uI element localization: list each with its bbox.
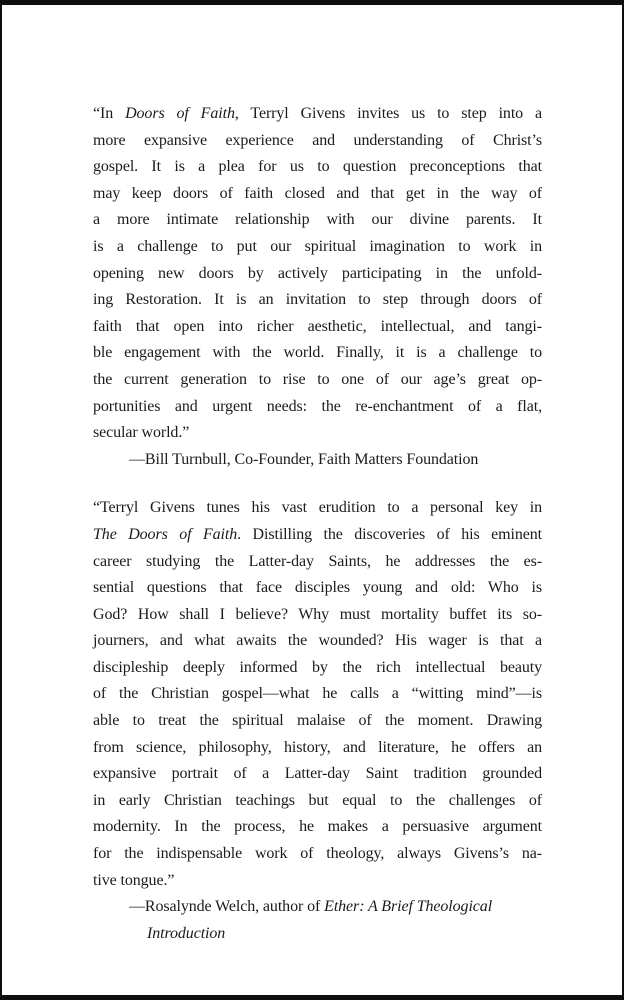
quote-line bbox=[93, 101, 542, 128]
quote-text-segment: , Terryl Givens invites us to step into a bbox=[234, 105, 542, 122]
quote-line bbox=[93, 602, 542, 629]
quote-text-segment: ble engagement with the world. Finally, it is a challenge to bbox=[93, 344, 542, 362]
quote-line bbox=[93, 394, 542, 421]
quote-text-segment: may keep doors of faith closed and that get in the way of bbox=[93, 184, 542, 202]
quote-line bbox=[93, 128, 542, 155]
quote-text-segment: ing Restoration. It is an invitation to step through doors of bbox=[93, 291, 542, 309]
quote-text-segment: faith that open into richer aesthetic, intellectual, and tangi- bbox=[93, 317, 542, 335]
quote-text-segment: career studying the Latter-day Saints, he addresses the es- bbox=[93, 552, 542, 570]
quote-line bbox=[93, 367, 542, 394]
quote-text-segment: opening new doors by actively participating in the unfold- bbox=[93, 264, 542, 282]
quote-line bbox=[93, 522, 542, 549]
quote-line bbox=[93, 681, 542, 708]
quote-text-segment: a more intimate relationship with our divine parents. It bbox=[93, 211, 542, 229]
quote-text-segment: God? How shall I believe? Why must mortality buffet its so- bbox=[93, 605, 542, 623]
praise-content bbox=[93, 101, 542, 947]
quote-line bbox=[93, 340, 542, 367]
quote-text-segment: more expansive experience and understanding of Christ’s bbox=[93, 131, 542, 149]
quote-text-segment: “Terryl Givens tunes his vast erudition to a personal key in bbox=[93, 499, 542, 517]
quote-line bbox=[93, 154, 542, 181]
quote-line bbox=[93, 234, 542, 261]
quote-line bbox=[93, 655, 542, 682]
quote-line bbox=[93, 314, 542, 341]
quote-line bbox=[93, 841, 542, 868]
praise-blurb-1 bbox=[93, 101, 542, 473]
quote-text-segment: secular world.” bbox=[93, 424, 190, 442]
quote-line bbox=[93, 575, 542, 602]
quote-text-segment: tive tongue.” bbox=[93, 871, 175, 889]
quote-text-segment: . Distilling the discoveries of his eminent bbox=[237, 525, 542, 543]
quote-line bbox=[93, 735, 542, 762]
attribution-line bbox=[129, 894, 542, 921]
quote-text-segment: for the indispensable work of theology, always Givens’s na- bbox=[93, 845, 542, 863]
quote-text-segment: discipleship deeply informed by the rich intellectual beauty bbox=[93, 658, 542, 676]
quote-text-segment: gospel. It is a plea for us to question preconceptions that bbox=[93, 158, 542, 176]
quote-line bbox=[93, 549, 542, 576]
attribution-text-segment: —Bill Turnbull, Co-Founder, Faith Matters Foundation bbox=[129, 450, 479, 468]
attribution-text-segment: Ether: A Brief Theological bbox=[324, 898, 493, 916]
quote-text-segment: from science, philosophy, history, and literature, he offers an bbox=[93, 738, 542, 756]
quote-text-segment: is a challenge to put our spiritual imagination to work in bbox=[93, 237, 542, 255]
quote-line bbox=[93, 420, 542, 447]
quote-text-segment: able to treat the spiritual malaise of the moment. Drawing bbox=[93, 712, 542, 730]
quote-line bbox=[93, 708, 542, 735]
quote-line bbox=[93, 207, 542, 234]
quote-text-segment: portunities and urgent needs: the re-enchantment of a flat, bbox=[93, 397, 542, 415]
quote-text-segment: The Doors of Faith bbox=[93, 525, 238, 543]
quote-text-segment: sential questions that face disciples young and old: Who is bbox=[93, 579, 542, 597]
quote-line bbox=[93, 628, 542, 655]
quote-line bbox=[93, 788, 542, 815]
attribution-line bbox=[147, 921, 542, 948]
quote-line bbox=[93, 868, 542, 895]
quote-text-segment: journers, and what awaits the wounded? His wager is that a bbox=[93, 632, 542, 650]
quote-line bbox=[93, 495, 542, 522]
quote-line bbox=[93, 814, 542, 841]
quote-text-segment: Doors of Faith bbox=[125, 105, 235, 122]
praise-blurb-2 bbox=[93, 495, 542, 947]
attribution-line bbox=[129, 447, 542, 474]
quote-line bbox=[93, 287, 542, 314]
quote-line bbox=[93, 181, 542, 208]
quote-text-segment: expansive portrait of a Latter-day Saint tradition grounded bbox=[93, 765, 542, 783]
quote-text-segment: of the Christian gospel—what he calls a “witting mind”—is bbox=[93, 685, 542, 703]
quote-text-segment: the current generation to rise to one of our age’s great op- bbox=[93, 370, 542, 388]
attribution-text-segment: —Rosalynde Welch, author of bbox=[129, 898, 325, 916]
quote-line bbox=[93, 261, 542, 288]
quote-line bbox=[93, 761, 542, 788]
quote-text-segment: in early Christian teachings but equal to the challenges of bbox=[93, 791, 542, 809]
attribution-text-segment: Introduction bbox=[147, 924, 226, 942]
quote-text-segment: “In bbox=[93, 105, 126, 122]
quote-text-segment: modernity. In the process, he makes a persuasive argument bbox=[93, 818, 542, 836]
